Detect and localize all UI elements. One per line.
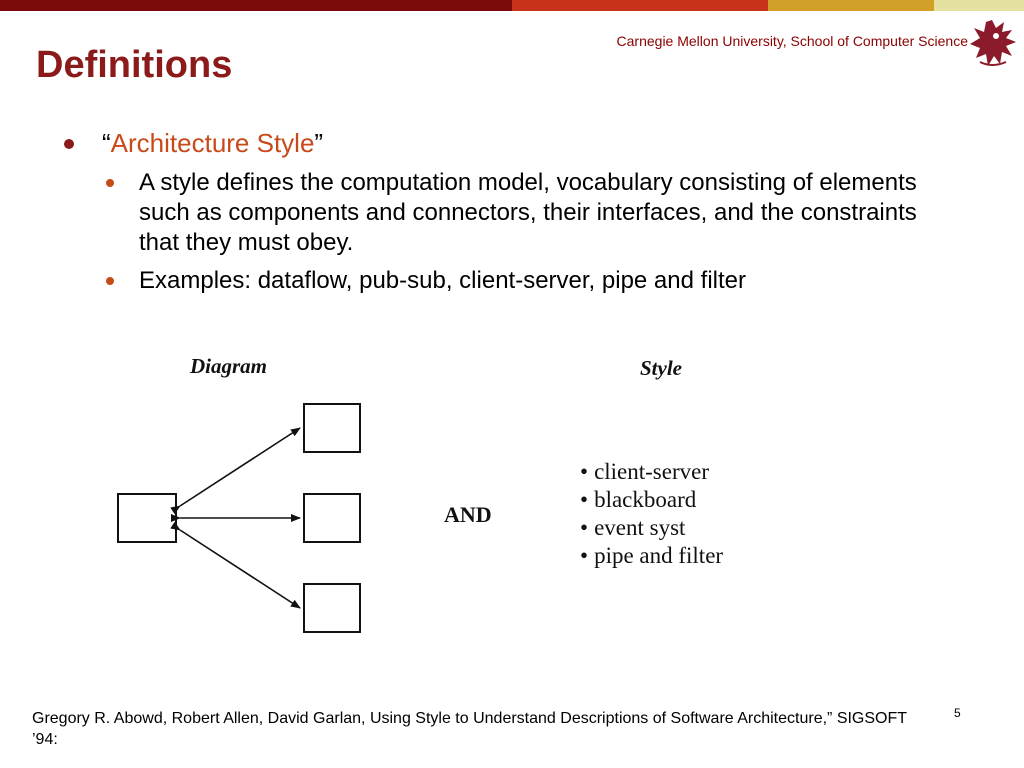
- subbullet-text: Examples: dataflow, pub-sub, client-server, pipe and filter: [139, 267, 746, 294]
- diagram-graphic: [100, 390, 380, 640]
- target-component-box-top: [304, 404, 360, 452]
- bar-segment-dark-red: [0, 0, 512, 11]
- subbullet-text: A style defines the computation model, vocabulary consisting of elements such as components and connectors, their interfaces, and the constraints that they must obey.: [139, 169, 917, 256]
- style-list: [580, 458, 723, 570]
- style-list-item: • client-server: [580, 458, 723, 486]
- slide-title: Definitions: [36, 44, 233, 86]
- bar-segment-pale-yellow: [934, 0, 1024, 11]
- style-list-item: • blackboard: [580, 486, 723, 514]
- architecture-style-term: Architecture Style: [110, 128, 315, 158]
- university-name: Carnegie Mellon University, School of Computer Science: [616, 33, 968, 49]
- style-figure: [100, 340, 780, 650]
- connector-arrow-top: [180, 428, 300, 506]
- close-quote: ”: [314, 128, 324, 158]
- source-component-box: [118, 494, 176, 542]
- and-label: AND: [444, 502, 492, 527]
- style-list-item: • event syst: [580, 514, 723, 542]
- subbullet-dot: [106, 179, 114, 187]
- top-color-bar: [0, 0, 1024, 11]
- bullet-dot: [64, 139, 74, 149]
- bar-segment-gold: [768, 0, 934, 11]
- connector-arrow-bottom: [180, 530, 300, 608]
- diagram-label: Diagram: [190, 354, 268, 378]
- citation: Gregory R. Abowd, Robert Allen, David Garlan, Using Style to Understand Descriptions of Software Architecture,” SIGSOFT ’94:: [32, 710, 907, 748]
- open-quote: “: [102, 128, 111, 158]
- page-number: 5: [954, 706, 961, 720]
- bullet-text: [102, 126, 323, 160]
- style-label: Style: [640, 356, 682, 380]
- bar-segment-red-orange: [512, 0, 768, 11]
- target-component-box-bottom: [304, 584, 360, 632]
- dragon-icon: [966, 16, 1018, 70]
- style-list-item: • pipe and filter: [580, 542, 723, 570]
- subbullet-dot: [106, 277, 114, 285]
- target-component-box-middle: [304, 494, 360, 542]
